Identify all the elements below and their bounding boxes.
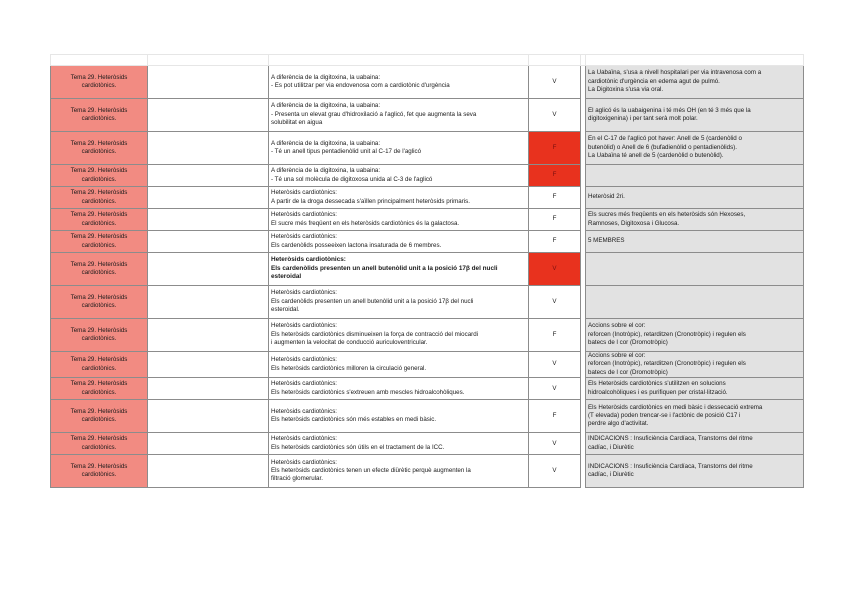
- cell-text-line: Els heteròsids cardiotònics s'extreuen amb mescles hidroalcohòliques.: [271, 388, 465, 396]
- explanation-cell[interactable]: [586, 400, 804, 433]
- topic-cell[interactable]: [51, 66, 148, 99]
- answer-cell[interactable]: F: [529, 165, 581, 187]
- table-row: [51, 231, 804, 253]
- cell-text-line: Accions sobre el cor:: [588, 352, 646, 359]
- cell-text-line: Heteròsids cardiotònics:: [271, 407, 338, 415]
- explanation-cell[interactable]: [586, 253, 804, 286]
- cell-text-line: Tema 29. Heteròsids: [70, 260, 128, 268]
- cell-text-line: cardiotònics.: [81, 471, 117, 479]
- explanation-cell[interactable]: [586, 455, 804, 488]
- cell-text-line: perdre algo d'activitat.: [588, 420, 649, 428]
- cell-text-line: Els heteròsids cardiotònics milloren la circulació general.: [271, 364, 427, 372]
- cell-text-line: Heteròsids cardiotònics:: [271, 256, 346, 264]
- answer-cell[interactable]: F: [529, 132, 581, 165]
- cell-text-line: cardiotònic d'urgència en edema agut de pulmó.: [588, 77, 720, 85]
- empty-cell[interactable]: [148, 132, 269, 165]
- cell-text-line: cardiotònics.: [81, 197, 117, 205]
- cell-text-line: reforcen (Inotròpic), retarditzen (Cronotròpic) i regulen els: [588, 330, 746, 338]
- cell-text-line: Tema 29. Heteròsids: [70, 462, 128, 470]
- cell-text-line: cardiotònics.: [81, 443, 117, 451]
- cell-text-line: cardiotònics.: [81, 148, 117, 155]
- empty-cell[interactable]: [148, 66, 269, 99]
- answer-cell[interactable]: V: [529, 66, 581, 99]
- table-row: [51, 400, 804, 433]
- cell-text-line: hidroalcohòliques i es purifiquen per cristal·lització.: [588, 388, 728, 396]
- topic-cell[interactable]: [51, 165, 148, 187]
- header-cell: [269, 55, 529, 66]
- cell-text-line: solubilitat en aigua: [271, 119, 323, 127]
- topic-cell[interactable]: [51, 132, 148, 165]
- answer-cell[interactable]: V: [529, 352, 581, 378]
- cell-text-line: A diferència de la digitoxina, la uabaina:: [271, 139, 381, 147]
- cell-text-line: En el C-17 de l'aglicó pot haver: Anell de 5 (cardenòlid o: [588, 135, 742, 143]
- empty-cell[interactable]: [148, 319, 269, 352]
- cell-text-line: - Presenta un elevat grau d'hidroxilació a l'aglicó, fet que augmenta la seva: [271, 110, 477, 118]
- cell-text-line: esteroidal.: [271, 306, 300, 314]
- explanation-cell[interactable]: [586, 209, 804, 231]
- cell-text-line: Els heteròsids cardiotònics disminueixen la força de contracció del miocardi: [271, 330, 479, 338]
- cell-text-line: cardiotònics.: [81, 115, 117, 122]
- explanation-cell[interactable]: [586, 433, 804, 455]
- topic-cell[interactable]: [51, 400, 148, 433]
- explanation-cell[interactable]: [586, 165, 804, 187]
- cell-text-line: cardiotònics.: [81, 269, 117, 276]
- cell-text-line: - Té un anell tipus pentadienòlid unit al C-17 de l'aglicó: [271, 148, 422, 155]
- cell-text-line: Heteròsids cardiotònics:: [271, 435, 338, 443]
- cell-text-line: Els heteròsids cardiotònics tenen un efecte diürètic perquè augmenten la: [271, 467, 471, 475]
- cell-text-line: INDICACIONS : Insuficiència Cardíaca, Transtorns del ritme: [588, 462, 753, 470]
- cell-text-line: Heteròsids cardiotònics:: [271, 211, 338, 219]
- table-row: [51, 286, 804, 319]
- table-row: [51, 352, 804, 378]
- answer-cell[interactable]: F: [529, 209, 581, 231]
- cell-text-line: digitoxigenina) i per tant serà molt polar.: [588, 115, 698, 122]
- cell-text-line: Tema 29. Heteròsids: [70, 326, 128, 334]
- cell-text-line: cardiotònics.: [81, 241, 117, 249]
- topic-cell[interactable]: [51, 455, 148, 488]
- header-cell: [586, 55, 804, 66]
- table-row: [51, 253, 804, 286]
- question-cell[interactable]: [269, 286, 529, 319]
- topic-cell[interactable]: [51, 319, 148, 352]
- explanation-cell[interactable]: [586, 99, 804, 132]
- cell-text-line: Tema 29. Heteròsids: [70, 211, 128, 219]
- cell-text-line: Tema 29. Heteròsids: [70, 73, 128, 81]
- header-row: [51, 55, 804, 66]
- cell-text-line: (T elevada) poden trencar-se i l'actònic de posició C17 i: [588, 412, 741, 420]
- answer-cell[interactable]: V: [529, 455, 581, 488]
- question-cell[interactable]: [269, 352, 529, 378]
- table-row: [51, 132, 804, 165]
- empty-cell[interactable]: [148, 187, 269, 209]
- cell-text-line: La Digitoxina s'usa via oral.: [588, 86, 664, 94]
- table-row: [51, 378, 804, 400]
- explanation-cell[interactable]: [586, 187, 804, 209]
- cell-text-line: cardiotònics.: [81, 302, 117, 309]
- topic-cell[interactable]: [51, 378, 148, 400]
- question-cell[interactable]: [269, 319, 529, 352]
- table-row: [51, 66, 804, 99]
- table-row: [51, 165, 804, 187]
- answer-cell[interactable]: F: [529, 187, 581, 209]
- header-cell: [529, 55, 581, 66]
- topic-cell[interactable]: [51, 253, 148, 286]
- cell-text-line: Els heteròsids cardiotònics són útils en el tractament de la ICC.: [271, 443, 445, 451]
- cell-text-line: Tema 29. Heteròsids: [70, 435, 128, 443]
- cell-text-line: Tema 29. Heteròsids: [70, 293, 128, 301]
- table-row: [51, 99, 804, 132]
- cell-text-line: esteroidal: [271, 273, 302, 281]
- topic-cell[interactable]: [51, 352, 148, 378]
- question-cell[interactable]: [269, 231, 529, 253]
- cell-text-line: 5 MEMBRES: [588, 237, 625, 245]
- topic-cell[interactable]: [51, 99, 148, 132]
- cell-text-line: Tema 29. Heteròsids: [70, 167, 128, 175]
- cell-text-line: cardiotònics.: [81, 82, 117, 89]
- explanation-cell[interactable]: [586, 319, 804, 352]
- cell-text-line: El aglicó és la uabaigenina i té més OH (en té 3 més que la: [588, 106, 751, 114]
- question-cell[interactable]: [269, 378, 529, 400]
- explanation-cell[interactable]: [586, 286, 804, 319]
- cell-text-line: A diferència de la digitoxina, la uabaina:: [271, 73, 381, 81]
- question-cell[interactable]: [269, 209, 529, 231]
- cell-text-line: Els cardenòlids posseeixen lactona insaturada de 6 membres.: [271, 241, 442, 249]
- cell-text-line: Heteròsids cardiotònics:: [271, 233, 338, 241]
- cell-text-line: Tema 29. Heteròsids: [70, 139, 128, 147]
- cell-text-line: A diferència de la digitoxina, la uabaina:: [271, 102, 381, 110]
- cell-text-line: batecs de l cor (Dromotròpic): [588, 368, 668, 376]
- table-row: [51, 209, 804, 231]
- table-row: [51, 319, 804, 352]
- cell-text-line: La Uabaïna, s'usa a nivell hospitalari per via intravenosa com a: [588, 69, 762, 77]
- topic-cell[interactable]: [51, 209, 148, 231]
- cell-text-line: Tema 29. Heteròsids: [70, 380, 128, 388]
- header-cell: [51, 55, 148, 66]
- empty-cell[interactable]: [148, 352, 269, 378]
- answer-cell[interactable]: F: [529, 319, 581, 352]
- answer-cell[interactable]: V: [529, 253, 581, 286]
- topic-cell[interactable]: [51, 231, 148, 253]
- question-cell[interactable]: [269, 187, 529, 209]
- cell-text-line: cardiotònics.: [81, 335, 117, 342]
- empty-cell[interactable]: [148, 455, 269, 488]
- cell-text-line: filtració glomerular.: [271, 475, 323, 483]
- header-cell: [148, 55, 269, 66]
- question-cell[interactable]: [269, 433, 529, 455]
- cell-text-line: Heteròsids cardiotònics:: [271, 289, 338, 297]
- cell-text-line: cadíac, i Diurètic: [588, 443, 634, 451]
- question-cell[interactable]: [269, 99, 529, 132]
- empty-cell[interactable]: [148, 400, 269, 433]
- cell-text-line: Els sucres més freqüents en els heteròsids són Hexoses,: [588, 211, 746, 219]
- empty-cell[interactable]: [148, 209, 269, 231]
- cell-text-line: cardiotònics.: [81, 175, 117, 183]
- cell-text-line: Heteròsids cardiotònics:: [271, 356, 338, 364]
- question-cell[interactable]: [269, 400, 529, 433]
- cell-text-line: Heteròsids cardiotònics:: [271, 189, 338, 197]
- empty-cell[interactable]: [148, 99, 269, 132]
- cell-text-line: Tema 29. Heteròsids: [70, 356, 128, 364]
- question-cell[interactable]: [269, 253, 529, 286]
- question-cell[interactable]: [269, 165, 529, 187]
- cell-text-line: - Té una sol molècula de digitoxosa unida al C-3 de l'aglicó: [271, 175, 433, 183]
- cell-text-line: - Es pot utilitzar per via endovenosa com a cardiotònic d'urgència: [271, 82, 450, 89]
- question-cell[interactable]: [269, 66, 529, 99]
- cell-text-line: Els cardenòlids presenten un anell butenòlid unit a la posició 17β del nucli: [271, 264, 498, 272]
- cell-text-line: Els Heteròsids cardiotònics en medi bàsic i dessecació extrema: [588, 403, 763, 411]
- quiz-table: [50, 54, 804, 488]
- answer-cell[interactable]: V: [529, 286, 581, 319]
- cell-text-line: Accions sobre el cor:: [588, 322, 646, 330]
- table-row: [51, 455, 804, 488]
- cell-text-line: Heteròsids cardiotònics:: [271, 380, 338, 388]
- cell-text-line: Els cardenòlids presenten un anell butenòlid unit a la posició 17β del nucli: [271, 297, 474, 305]
- cell-text-line: butenòlid) o Anell de 6 (bufadienòlid o pentadienòlids).: [588, 143, 737, 151]
- cell-text-line: batecs de l cor (Dromotròpic): [588, 339, 668, 347]
- cell-text-line: El sucre més freqüent en els heteròsids cardiotònics és la galactosa.: [271, 219, 460, 227]
- empty-cell[interactable]: [148, 286, 269, 319]
- explanation-cell[interactable]: [586, 231, 804, 253]
- cell-text-line: Tema 29. Heteròsids: [70, 407, 128, 415]
- question-cell[interactable]: [269, 455, 529, 488]
- empty-cell[interactable]: [148, 378, 269, 400]
- cell-text-line: cardiotònics.: [81, 416, 117, 424]
- table-row: [51, 187, 804, 209]
- cell-text-line: cardiotònics.: [81, 388, 117, 396]
- cell-text-line: La Uabaïna té anell de 5 (cardenòlid o butenòlid).: [588, 152, 724, 160]
- cell-text-line: Heteròsids cardiotònics:: [271, 322, 338, 330]
- topic-cell[interactable]: [51, 286, 148, 319]
- table-row: [51, 433, 804, 455]
- cell-text-line: Tema 29. Heteròsids: [70, 106, 128, 114]
- topic-cell[interactable]: [51, 433, 148, 455]
- question-cell[interactable]: [269, 132, 529, 165]
- cell-text-line: reforcen (Inotròpic), retarditzen (Cronotròpic) i regulen els: [588, 360, 746, 368]
- cell-text-line: cardiotònics.: [81, 364, 117, 372]
- cell-text-line: Els heteròsids cardiotònics són més estables en medi bàsic.: [271, 416, 437, 424]
- cell-text-line: Tema 29. Heteròsids: [70, 189, 128, 197]
- empty-cell[interactable]: [148, 231, 269, 253]
- answer-cell[interactable]: V: [529, 378, 581, 400]
- cell-text-line: Heteròsid 2ri.: [588, 193, 625, 201]
- answer-cell[interactable]: F: [529, 400, 581, 433]
- spreadsheet: [50, 54, 804, 488]
- empty-cell[interactable]: [148, 433, 269, 455]
- cell-text-line: A diferència de la digitoxina, la uabaina:: [271, 167, 381, 175]
- explanation-cell[interactable]: [586, 378, 804, 400]
- cell-text-line: A partir de la droga dessecada s'aïllen principalment heteròsids primaris.: [271, 197, 470, 205]
- cell-text-line: Ramnoses, Digitoxosa i Glucosa.: [588, 219, 680, 227]
- answer-cell[interactable]: F: [529, 231, 581, 253]
- cell-text-line: i augmenten la velocitat de conducció auriculoventricular.: [271, 339, 428, 347]
- explanation-cell[interactable]: [586, 66, 804, 99]
- cell-text-line: Els Heteròsids cardiotònics s'utilitzen en solucions: [588, 380, 726, 388]
- cell-text-line: cadíac, i Diurètic: [588, 471, 634, 479]
- topic-cell[interactable]: [51, 187, 148, 209]
- empty-cell[interactable]: [148, 165, 269, 187]
- cell-text-line: Heteròsids cardiotònics:: [271, 458, 338, 466]
- answer-cell[interactable]: V: [529, 433, 581, 455]
- empty-cell[interactable]: [148, 253, 269, 286]
- cell-text-line: cardiotònics.: [81, 219, 117, 227]
- answer-cell[interactable]: V: [529, 99, 581, 132]
- explanation-cell[interactable]: [586, 352, 804, 378]
- cell-text-line: INDICACIONS : Insuficiència Cardíaca, Transtorns del ritme: [588, 435, 753, 443]
- cell-text-line: Tema 29. Heteròsids: [70, 233, 128, 241]
- explanation-cell[interactable]: [586, 132, 804, 165]
